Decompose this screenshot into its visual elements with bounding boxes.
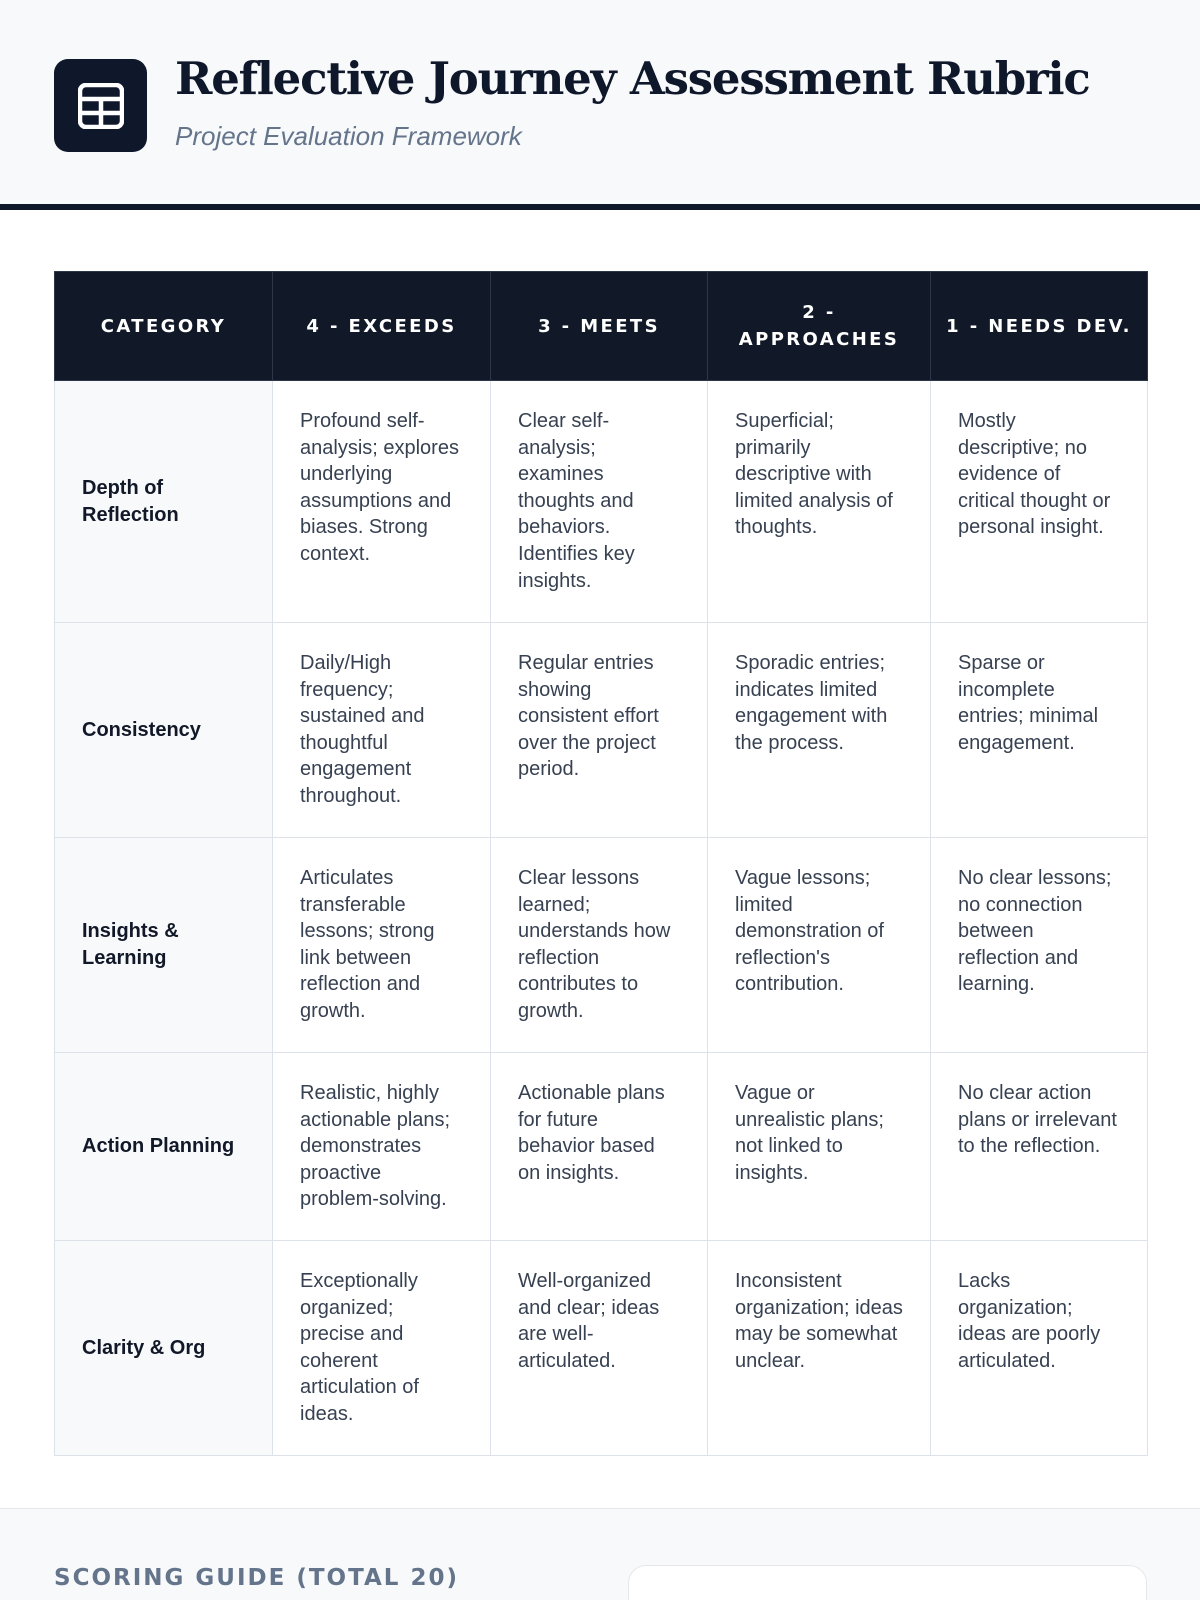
criteria-cell: Actionable plans for future behavior based on insights. bbox=[491, 1053, 708, 1241]
criteria-cell: No clear action plans or irrelevant to the reflection. bbox=[931, 1053, 1148, 1241]
criteria-cell: Inconsistent organization; ideas may be somewhat unclear. bbox=[708, 1241, 931, 1456]
criteria-cell: Sporadic entries; indicates limited engagement with the process. bbox=[708, 623, 931, 838]
criteria-cell: Mostly descriptive; no evidence of critical thought or personal insight. bbox=[931, 381, 1148, 623]
table-row bbox=[55, 381, 1148, 623]
criteria-cell: Regular entries showing consistent effort over the project period. bbox=[491, 623, 708, 838]
criteria-cell: Clear lessons learned; understands how reflection contributes to growth. bbox=[491, 838, 708, 1053]
criteria-cell: Daily/High frequency; sustained and thoughtful engagement throughout. bbox=[273, 623, 491, 838]
criteria-cell: Superficial; primarily descriptive with limited analysis of thoughts. bbox=[708, 381, 931, 623]
column-header-category: CATEGORY bbox=[55, 272, 273, 381]
logo-badge bbox=[54, 59, 147, 152]
category-cell: Action Planning bbox=[55, 1053, 273, 1241]
column-header-needs-dev: 1 - NEEDS DEV. bbox=[931, 272, 1148, 381]
criteria-cell: Well-organized and clear; ideas are well-articulated. bbox=[491, 1241, 708, 1456]
criteria-cell: Vague or unrealistic plans; not linked to insights. bbox=[708, 1053, 931, 1241]
page-header bbox=[0, 0, 1200, 210]
category-cell: Depth of Reflection bbox=[55, 381, 273, 623]
column-header-meets: 3 - MEETS bbox=[491, 272, 708, 381]
criteria-cell: Vague lessons; limited demonstration of reflection's contribution. bbox=[708, 838, 931, 1053]
criteria-cell: Clear self-analysis; examines thoughts and behaviors. Identifies key insights. bbox=[491, 381, 708, 623]
scoring-card bbox=[628, 1565, 1147, 1600]
criteria-cell: Articulates transferable lessons; strong link between reflection and growth. bbox=[273, 838, 491, 1053]
column-header-approaches: 2 - APPROACHES bbox=[708, 272, 931, 381]
header-row bbox=[55, 272, 1148, 381]
table-row bbox=[55, 1241, 1148, 1456]
rubric-table bbox=[54, 271, 1148, 1456]
table-row bbox=[55, 623, 1148, 838]
criteria-cell: Realistic, highly actionable plans; demonstrates proactive problem-solving. bbox=[273, 1053, 491, 1241]
category-cell: Consistency bbox=[55, 623, 273, 838]
table-grid-icon bbox=[78, 83, 124, 129]
scoring-section bbox=[0, 1508, 1200, 1600]
criteria-cell: No clear lessons; no connection between reflection and learning. bbox=[931, 838, 1148, 1053]
table-row bbox=[55, 1053, 1148, 1241]
criteria-cell: Profound self-analysis; explores underlying assumptions and biases. Strong context. bbox=[273, 381, 491, 623]
criteria-cell: Sparse or incomplete entries; minimal engagement. bbox=[931, 623, 1148, 838]
page-title: Reflective Journey Assessment Rubric bbox=[175, 52, 1090, 105]
category-cell: Insights & Learning bbox=[55, 838, 273, 1053]
table-row bbox=[55, 838, 1148, 1053]
scoring-guide-title: SCORING GUIDE (TOTAL 20) bbox=[54, 1565, 459, 1591]
column-header-exceeds: 4 - EXCEEDS bbox=[273, 272, 491, 381]
criteria-cell: Exceptionally organized; precise and coherent articulation of ideas. bbox=[273, 1241, 491, 1456]
page-subtitle: Project Evaluation Framework bbox=[175, 121, 522, 151]
category-cell: Clarity & Org bbox=[55, 1241, 273, 1456]
criteria-cell: Lacks organization; ideas are poorly articulated. bbox=[931, 1241, 1148, 1456]
